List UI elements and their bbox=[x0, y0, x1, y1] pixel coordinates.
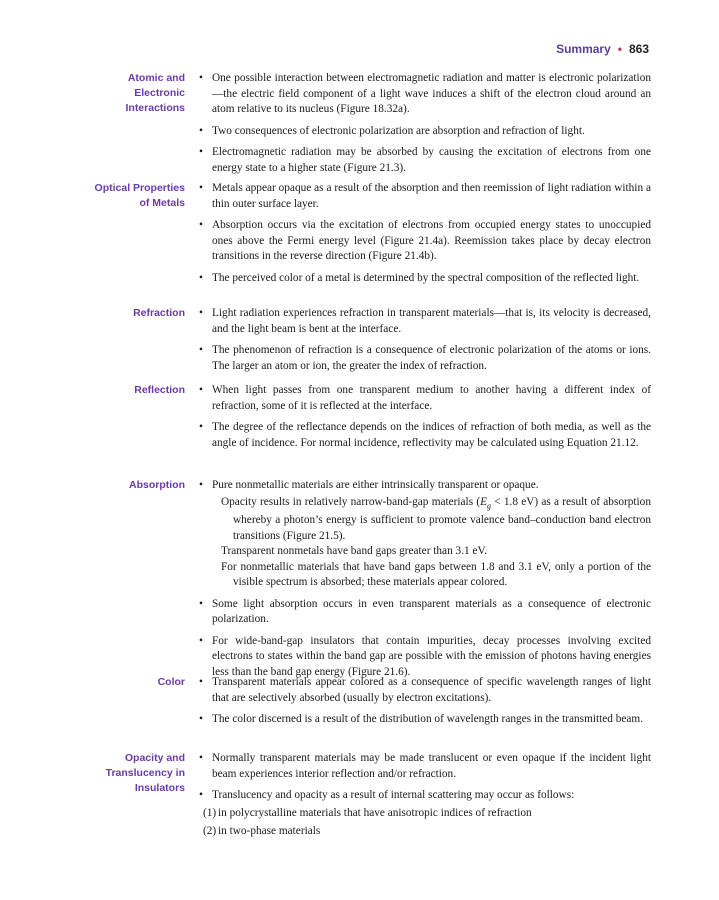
bullet-icon: • bbox=[199, 271, 203, 284]
bullet-icon: • bbox=[199, 752, 203, 764]
list-item: • The phenomenon of refraction is a consequence of electronic polarization of the atoms or ions. The larger an atom or ion, the greater the index of refraction. bbox=[199, 344, 651, 372]
list-item: • One possible interaction between electromagnetic radiation and matter is electronic polarization—the electric field component of a light wave induces a shift of the electron cloud around an atom relative to its nucleus (Figure 18.32a). bbox=[199, 72, 651, 115]
list-item: • The color discerned is a result of the distribution of wavelength ranges in the transmitted beam. bbox=[199, 712, 651, 728]
list-item: • Translucency and opacity as a result of internal scattering may occur as follows: bbox=[199, 788, 651, 804]
list-item: • The degree of the reflectance depends on the indices of refraction of both media, as well as the angle of incidence. For normal incidence, reflectivity may be calculated using Equation 21.12. bbox=[199, 421, 651, 449]
sub-item: Transparent nonmetals have band gaps greater than 3.1 eV. bbox=[221, 545, 488, 558]
bullet-icon: • bbox=[199, 219, 203, 231]
sub-item: Opacity results in relatively narrow-band-gap materials ($E_g < 1.8$ eV) as a result of absorption whereby a photon’s energy is sufficient to promote valence band–conduction band electron transitions (Figure 21.5). bbox=[221, 495, 651, 542]
bullet-icon: • bbox=[199, 421, 203, 433]
sub-item: For nonmetallic materials that have band gaps between 1.8 and 3.1 eV, only a portion of the visible spectrum is absorbed; these materials appear colored. bbox=[221, 560, 651, 589]
bullet-icon: • bbox=[199, 146, 203, 158]
running-head-section: Summary bbox=[556, 42, 611, 56]
page-number: 863 bbox=[628, 42, 649, 56]
list-item: • Electromagnetic radiation may be absorbed by causing the excitation of electrons from one energy state to a higher state (Figure 21.3). bbox=[199, 146, 651, 174]
list-item: • Pure nonmetallic materials are either intrinsically transparent or opaque. bbox=[199, 478, 651, 494]
bullet-icon: • bbox=[199, 182, 203, 194]
list-item: • Some light absorption occurs in even transparent materials as a consequence of electronic polarization. bbox=[199, 597, 651, 626]
bullet-icon: • bbox=[199, 72, 203, 84]
bullet-icon: • bbox=[199, 344, 203, 356]
section-label: Absorption bbox=[129, 479, 185, 491]
section-label: Refraction bbox=[133, 307, 185, 319]
bullet-icon: • bbox=[199, 634, 203, 647]
bullet-icon: • bbox=[199, 307, 203, 319]
section-label: Color bbox=[157, 676, 185, 688]
list-item: • For wide-band-gap insulators that contain impurities, decay processes involving excited electrons to states within the band gap are possible with the emission of photons having energies less than the band gap energy (Figure 21.6). bbox=[199, 634, 651, 678]
bullet-icon: • bbox=[199, 597, 203, 610]
list-item: • Absorption occurs via the excitation of electrons from occupied energy states to unoccupied ones above the Fermi energy level (Figure 21.4a). Reemission takes place by decay electron transitions in the reverse direction (Figure 21.4b). bbox=[199, 219, 651, 262]
numbered-item: (1) in polycrystalline materials that have anisotropic indices of refraction bbox=[203, 806, 532, 819]
bullet-icon: • bbox=[199, 124, 203, 137]
running-head-separator: • bbox=[617, 42, 622, 56]
list-item: • When light passes from one transparent medium to another having a different index of refraction, some of it is reflected at the interface. bbox=[199, 384, 651, 412]
section-label: Opacity and Translucency in Insulators bbox=[105, 752, 185, 794]
list-item: • Metals appear opaque as a result of the absorption and then reemission of light radiation within a thin outer surface layer. bbox=[199, 182, 651, 210]
section-label: Reflection bbox=[134, 384, 185, 396]
bullet-icon: • bbox=[199, 713, 203, 725]
bullet-icon: • bbox=[199, 789, 203, 801]
running-head bbox=[556, 42, 649, 56]
list-item: • Light radiation experiences refraction in transparent materials—that is, its velocity is decreased, and the light beam is bent at the interface. bbox=[199, 307, 651, 335]
list-item: • Two consequences of electronic polarization are absorption and refraction of light. bbox=[199, 124, 651, 140]
bullet-icon: • bbox=[199, 479, 203, 491]
list-item: • Normally transparent materials may be made translucent or even opaque if the incident light beam experiences interior reflection and/or refraction. bbox=[199, 752, 651, 780]
section-label: Atomic and Electronic Interactions bbox=[125, 72, 185, 114]
list-item: • The perceived color of a metal is determined by the spectral composition of the reflected light. bbox=[199, 271, 651, 287]
bullet-icon: • bbox=[199, 676, 203, 688]
numbered-item: (2) in two-phase materials bbox=[203, 825, 321, 837]
section-label: Optical Properties of Metals bbox=[94, 182, 185, 209]
list-item: • Transparent materials appear colored as a consequence of specific wavelength ranges of light that are selectively absorbed (usually by electron excitations). bbox=[199, 676, 651, 704]
bullet-icon: • bbox=[199, 384, 203, 396]
